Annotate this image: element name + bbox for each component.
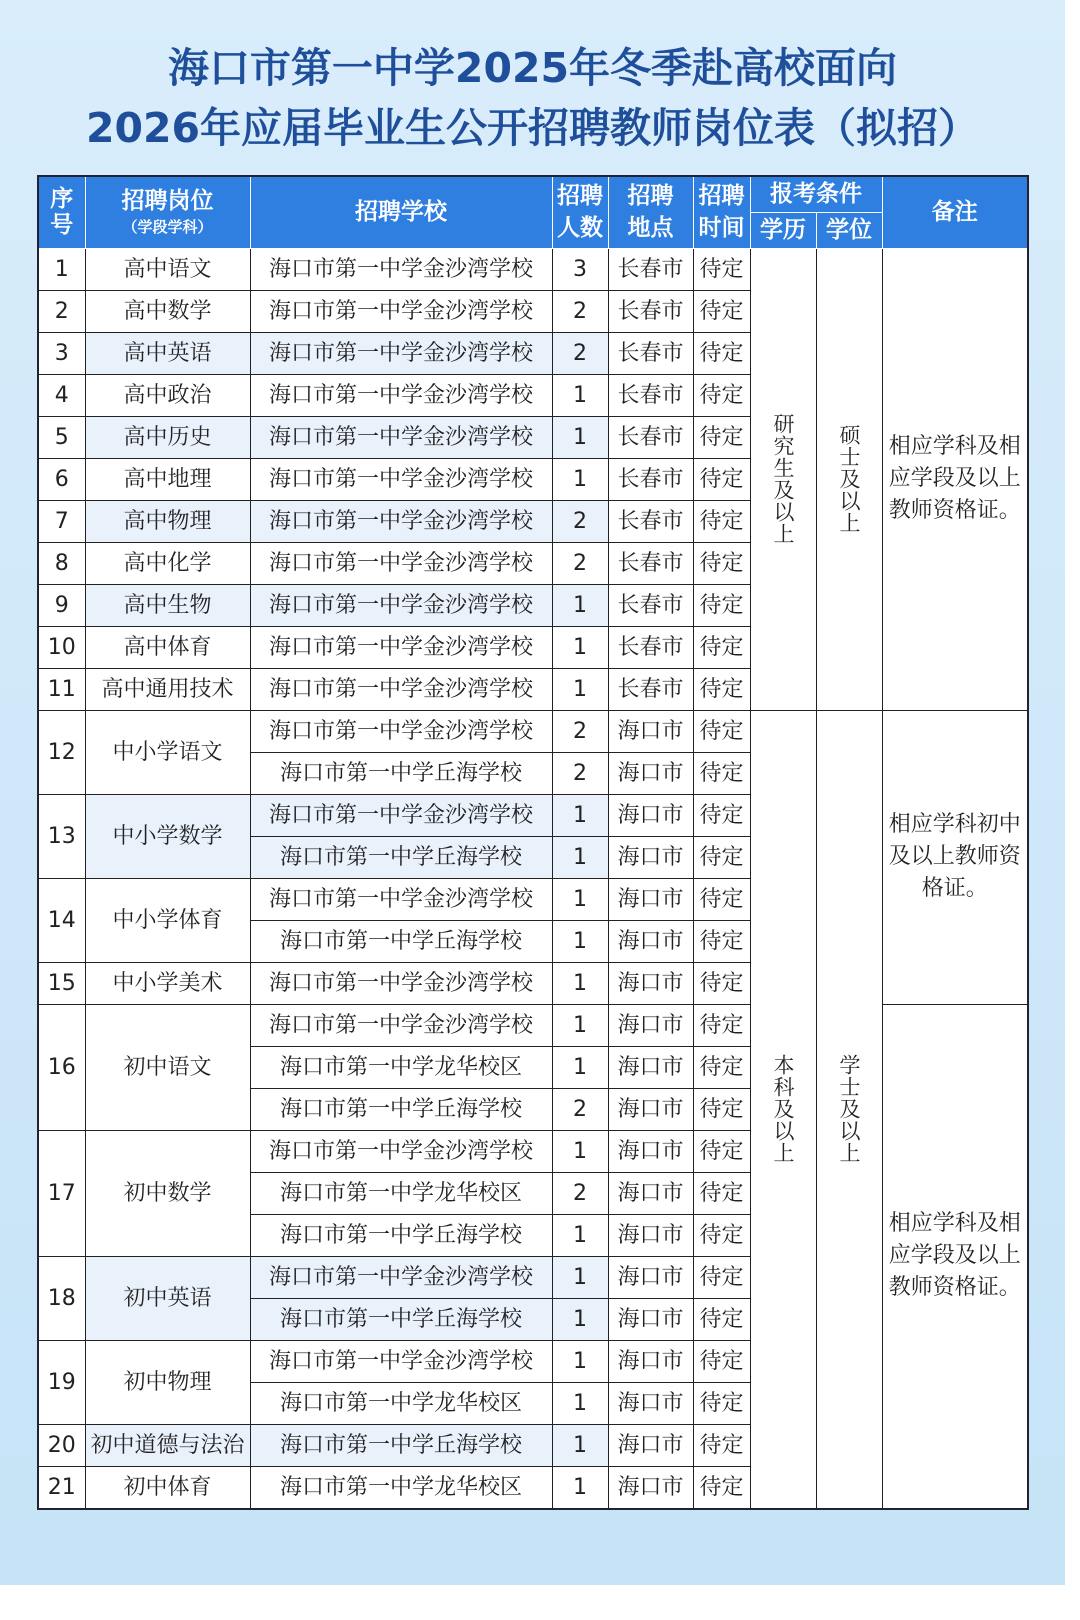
cell-time: 待定	[693, 794, 750, 836]
cell-seq: 12	[38, 710, 85, 794]
cell-place: 海口市	[608, 1340, 693, 1382]
cell-post: 初中英语	[85, 1256, 250, 1340]
cell-school: 海口市第一中学龙华校区	[250, 1466, 552, 1509]
cell-remark: 相应学科及相应学段及以上教师资格证。	[882, 248, 1028, 710]
cell-seq: 8	[38, 542, 85, 584]
cell-count: 3	[552, 248, 608, 290]
cell-school: 海口市第一中学丘海学校	[250, 1088, 552, 1130]
cell-time: 待定	[693, 1382, 750, 1424]
cell-time: 待定	[693, 920, 750, 962]
cell-post: 高中体育	[85, 626, 250, 668]
cell-remark: 相应学科初中及以上教师资格证。	[882, 710, 1028, 1004]
cell-school: 海口市第一中学金沙湾学校	[250, 374, 552, 416]
cell-seq: 5	[38, 416, 85, 458]
cell-place: 长春市	[608, 248, 693, 290]
cell-place: 海口市	[608, 1172, 693, 1214]
cell-degree: 学士及以上	[816, 710, 882, 1509]
cell-seq: 20	[38, 1424, 85, 1466]
cell-place: 海口市	[608, 1088, 693, 1130]
cell-place: 长春市	[608, 584, 693, 626]
cell-count: 2	[552, 710, 608, 752]
cell-school: 海口市第一中学丘海学校	[250, 836, 552, 878]
cell-post: 高中语文	[85, 248, 250, 290]
cell-school: 海口市第一中学金沙湾学校	[250, 1340, 552, 1382]
cell-school: 海口市第一中学金沙湾学校	[250, 248, 552, 290]
cell-place: 长春市	[608, 290, 693, 332]
cell-seq: 6	[38, 458, 85, 500]
cell-seq: 7	[38, 500, 85, 542]
cell-count: 1	[552, 626, 608, 668]
cell-post: 高中地理	[85, 458, 250, 500]
cell-time: 待定	[693, 1004, 750, 1046]
cell-place: 长春市	[608, 668, 693, 710]
header-conditions: 报考条件	[750, 176, 882, 212]
cell-count: 1	[552, 374, 608, 416]
cell-place: 海口市	[608, 794, 693, 836]
cell-seq: 1	[38, 248, 85, 290]
cell-count: 1	[552, 1046, 608, 1088]
cell-place: 海口市	[608, 1004, 693, 1046]
cell-post: 初中语文	[85, 1004, 250, 1130]
cell-school: 海口市第一中学金沙湾学校	[250, 626, 552, 668]
cell-time: 待定	[693, 458, 750, 500]
cell-count: 2	[552, 752, 608, 794]
cell-seq: 21	[38, 1466, 85, 1509]
cell-time: 待定	[693, 584, 750, 626]
cell-place: 海口市	[608, 1424, 693, 1466]
cell-count: 1	[552, 794, 608, 836]
header-degree: 学位	[816, 212, 882, 248]
cell-seq: 2	[38, 290, 85, 332]
cell-post: 初中数学	[85, 1130, 250, 1256]
cell-school: 海口市第一中学丘海学校	[250, 920, 552, 962]
cell-school: 海口市第一中学龙华校区	[250, 1046, 552, 1088]
cell-school: 海口市第一中学金沙湾学校	[250, 332, 552, 374]
cell-school: 海口市第一中学金沙湾学校	[250, 1256, 552, 1298]
cell-count: 1	[552, 584, 608, 626]
cell-place: 海口市	[608, 878, 693, 920]
cell-time: 待定	[693, 1256, 750, 1298]
cell-time: 待定	[693, 374, 750, 416]
cell-place: 长春市	[608, 458, 693, 500]
cell-place: 长春市	[608, 626, 693, 668]
header-remark: 备注	[882, 176, 1028, 248]
cell-school: 海口市第一中学金沙湾学校	[250, 542, 552, 584]
cell-seq: 17	[38, 1130, 85, 1256]
cell-school: 海口市第一中学金沙湾学校	[250, 962, 552, 1004]
cell-time: 待定	[693, 1130, 750, 1172]
cell-time: 待定	[693, 1424, 750, 1466]
cell-time: 待定	[693, 1214, 750, 1256]
cell-count: 1	[552, 1382, 608, 1424]
cell-post: 高中英语	[85, 332, 250, 374]
header-education: 学历	[750, 212, 816, 248]
title-line-2: 2026年应届毕业生公开招聘教师岗位表（拟招）	[85, 104, 980, 152]
cell-time: 待定	[693, 1298, 750, 1340]
cell-place: 海口市	[608, 1256, 693, 1298]
cell-seq: 11	[38, 668, 85, 710]
cell-count: 1	[552, 1004, 608, 1046]
cell-time: 待定	[693, 290, 750, 332]
cell-count: 1	[552, 1298, 608, 1340]
table-row	[38, 710, 1028, 752]
cell-count: 1	[552, 1466, 608, 1509]
cell-time: 待定	[693, 542, 750, 584]
cell-post: 中小学美术	[85, 962, 250, 1004]
cell-count: 1	[552, 416, 608, 458]
cell-seq: 16	[38, 1004, 85, 1130]
cell-count: 1	[552, 962, 608, 1004]
cell-seq: 15	[38, 962, 85, 1004]
cell-seq: 18	[38, 1256, 85, 1340]
cell-place: 长春市	[608, 332, 693, 374]
cell-post: 初中物理	[85, 1340, 250, 1424]
cell-count: 1	[552, 1340, 608, 1382]
cell-place: 海口市	[608, 1298, 693, 1340]
cell-post: 高中生物	[85, 584, 250, 626]
cell-time: 待定	[693, 1046, 750, 1088]
cell-school: 海口市第一中学龙华校区	[250, 1382, 552, 1424]
cell-school: 海口市第一中学金沙湾学校	[250, 1004, 552, 1046]
cell-count: 2	[552, 1088, 608, 1130]
cell-time: 待定	[693, 836, 750, 878]
cell-school: 海口市第一中学金沙湾学校	[250, 1130, 552, 1172]
cell-post: 初中道德与法治	[85, 1424, 250, 1466]
cell-time: 待定	[693, 752, 750, 794]
cell-count: 1	[552, 1424, 608, 1466]
cell-count: 1	[552, 1256, 608, 1298]
cell-time: 待定	[693, 710, 750, 752]
cell-school: 海口市第一中学丘海学校	[250, 1424, 552, 1466]
cell-education: 研究生及以上	[750, 248, 816, 710]
cell-time: 待定	[693, 332, 750, 374]
cell-count: 2	[552, 1172, 608, 1214]
cell-seq: 19	[38, 1340, 85, 1424]
cell-place: 海口市	[608, 1382, 693, 1424]
header-place: 招聘地点	[608, 176, 693, 248]
cell-place: 海口市	[608, 1214, 693, 1256]
table-row	[38, 248, 1028, 290]
cell-place: 长春市	[608, 542, 693, 584]
header-school: 招聘学校	[250, 176, 552, 248]
cell-degree: 硕士及以上	[816, 248, 882, 710]
header-post-sub: （学段学科）	[122, 218, 213, 237]
cell-time: 待定	[693, 500, 750, 542]
cell-post: 中小学数学	[85, 794, 250, 878]
table-body	[38, 248, 1028, 1509]
cell-time: 待定	[693, 1466, 750, 1509]
cell-place: 海口市	[608, 1046, 693, 1088]
cell-count: 1	[552, 836, 608, 878]
cell-time: 待定	[693, 1172, 750, 1214]
cell-place: 海口市	[608, 1130, 693, 1172]
cell-place: 海口市	[608, 962, 693, 1004]
cell-school: 海口市第一中学龙华校区	[250, 1172, 552, 1214]
cell-count: 1	[552, 458, 608, 500]
cell-place: 海口市	[608, 752, 693, 794]
header-seq: 序号	[38, 176, 85, 248]
cell-time: 待定	[693, 878, 750, 920]
cell-count: 2	[552, 332, 608, 374]
cell-count: 1	[552, 1130, 608, 1172]
cell-remark: 相应学科及相应学段及以上教师资格证。	[882, 1004, 1028, 1509]
cell-post: 中小学体育	[85, 878, 250, 962]
cell-post: 高中通用技术	[85, 668, 250, 710]
cell-count: 1	[552, 878, 608, 920]
cell-count: 2	[552, 500, 608, 542]
cell-seq: 13	[38, 794, 85, 878]
cell-seq: 14	[38, 878, 85, 962]
cell-time: 待定	[693, 416, 750, 458]
cell-school: 海口市第一中学金沙湾学校	[250, 794, 552, 836]
header-post-label: 招聘岗位	[121, 188, 214, 215]
cell-time: 待定	[693, 626, 750, 668]
page-title	[0, 38, 1065, 158]
cell-time: 待定	[693, 1340, 750, 1382]
cell-education: 本科及以上	[750, 710, 816, 1509]
cell-time: 待定	[693, 668, 750, 710]
cell-school: 海口市第一中学金沙湾学校	[250, 710, 552, 752]
cell-school: 海口市第一中学金沙湾学校	[250, 290, 552, 332]
cell-place: 海口市	[608, 836, 693, 878]
cell-count: 2	[552, 542, 608, 584]
cell-time: 待定	[693, 962, 750, 1004]
cell-school: 海口市第一中学金沙湾学校	[250, 458, 552, 500]
cell-place: 长春市	[608, 416, 693, 458]
cell-school: 海口市第一中学丘海学校	[250, 1298, 552, 1340]
cell-place: 长春市	[608, 500, 693, 542]
cell-count: 1	[552, 920, 608, 962]
cell-post: 中小学语文	[85, 710, 250, 794]
cell-school: 海口市第一中学金沙湾学校	[250, 878, 552, 920]
cell-post: 高中化学	[85, 542, 250, 584]
cell-time: 待定	[693, 1088, 750, 1130]
cell-post: 高中政治	[85, 374, 250, 416]
cell-post: 高中数学	[85, 290, 250, 332]
cell-school: 海口市第一中学丘海学校	[250, 1214, 552, 1256]
recruitment-table	[37, 175, 1029, 1510]
cell-seq: 3	[38, 332, 85, 374]
cell-time: 待定	[693, 248, 750, 290]
cell-place: 长春市	[608, 374, 693, 416]
cell-school: 海口市第一中学丘海学校	[250, 752, 552, 794]
cell-count: 1	[552, 1214, 608, 1256]
cell-place: 海口市	[608, 1466, 693, 1509]
cell-seq: 9	[38, 584, 85, 626]
cell-seq: 4	[38, 374, 85, 416]
cell-count: 1	[552, 668, 608, 710]
cell-school: 海口市第一中学金沙湾学校	[250, 584, 552, 626]
cell-count: 2	[552, 290, 608, 332]
cell-post: 高中物理	[85, 500, 250, 542]
cell-seq: 10	[38, 626, 85, 668]
cell-place: 海口市	[608, 710, 693, 752]
cell-post: 高中历史	[85, 416, 250, 458]
cell-place: 海口市	[608, 920, 693, 962]
cell-school: 海口市第一中学金沙湾学校	[250, 500, 552, 542]
header-count: 招聘人数	[552, 176, 608, 248]
cell-school: 海口市第一中学金沙湾学校	[250, 416, 552, 458]
cell-school: 海口市第一中学金沙湾学校	[250, 668, 552, 710]
cell-post: 初中体育	[85, 1466, 250, 1509]
header-post	[85, 176, 250, 248]
title-line-1: 海口市第一中学2025年冬季赴高校面向	[167, 44, 898, 92]
header-time: 招聘时间	[693, 176, 750, 248]
